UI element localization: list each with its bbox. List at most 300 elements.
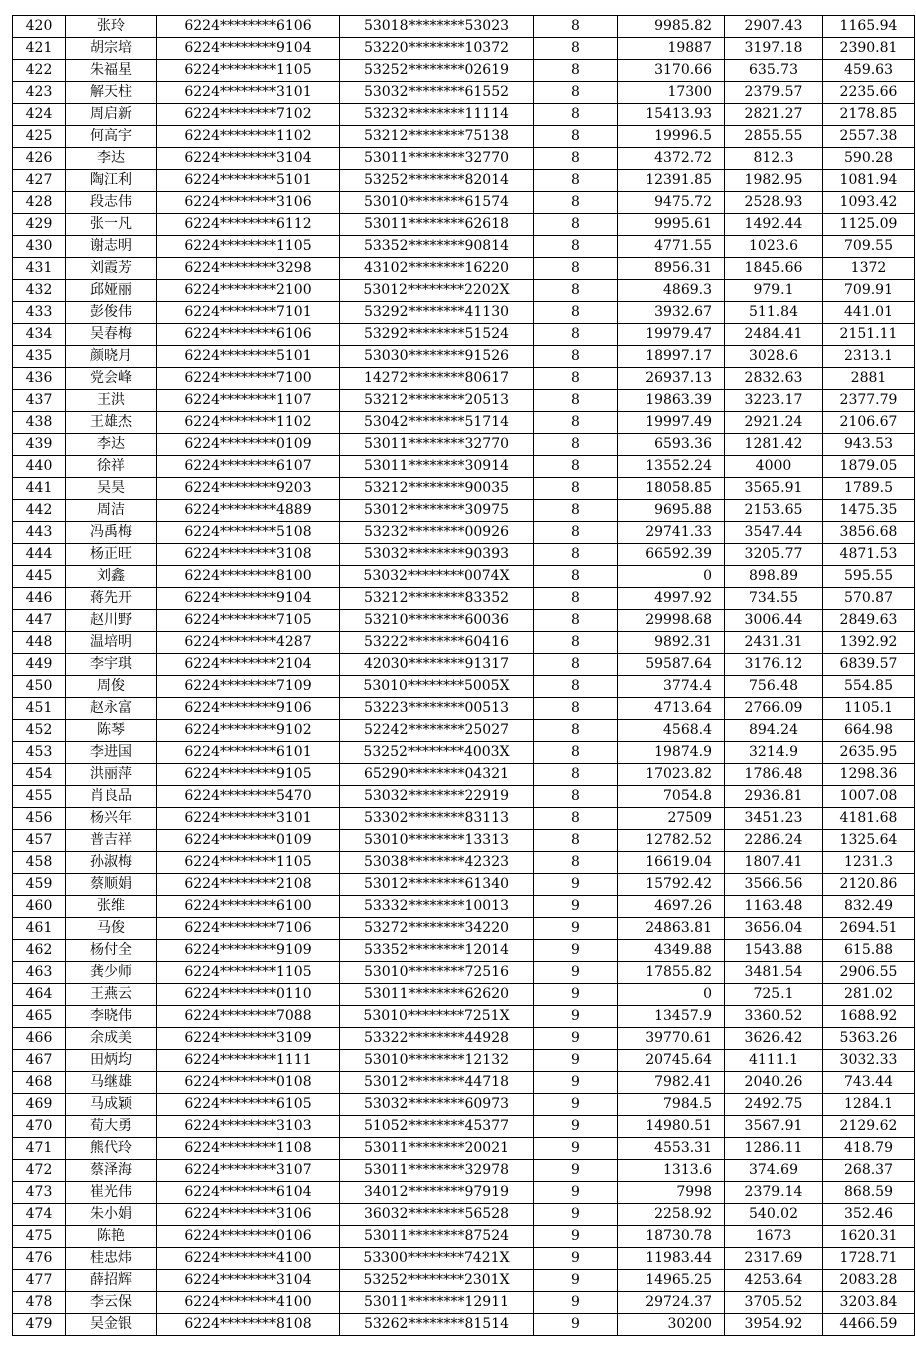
- cell-amount-a: 16619.04: [618, 852, 725, 874]
- table-row: [13, 566, 915, 588]
- cell-amount-c: 1284.1: [823, 1094, 915, 1116]
- cell-row-index: 421: [13, 38, 66, 60]
- cell-row-index: 442: [13, 500, 66, 522]
- cell-amount-a: 9892.31: [618, 632, 725, 654]
- cell-row-index: 428: [13, 192, 66, 214]
- cell-amount-c: 2849.63: [823, 610, 915, 632]
- cell-period: 8: [534, 456, 618, 478]
- cell-row-index: 449: [13, 654, 66, 676]
- cell-id-number: 53302********83113: [340, 808, 534, 830]
- cell-period: 8: [534, 258, 618, 280]
- cell-amount-b: 2907.43: [725, 16, 823, 38]
- cell-row-index: 468: [13, 1072, 66, 1094]
- cell-period: 8: [534, 302, 618, 324]
- cell-amount-c: 1475.35: [823, 500, 915, 522]
- cell-row-index: 440: [13, 456, 66, 478]
- cell-id-number: 53322********44928: [340, 1028, 534, 1050]
- cell-id-number: 42030********91317: [340, 654, 534, 676]
- cell-period: 8: [534, 478, 618, 500]
- table-row: [13, 412, 915, 434]
- table-row: [13, 808, 915, 830]
- cell-amount-a: 7054.8: [618, 786, 725, 808]
- cell-amount-a: 1313.6: [618, 1160, 725, 1182]
- cell-amount-a: 26937.13: [618, 368, 725, 390]
- cell-id-number: 53012********61340: [340, 874, 534, 896]
- cell-row-index: 461: [13, 918, 66, 940]
- cell-period: 8: [534, 82, 618, 104]
- cell-bank-card: 6224********1102: [157, 412, 340, 434]
- cell-amount-a: 19887: [618, 38, 725, 60]
- table-row: [13, 610, 915, 632]
- cell-id-number: 53011********87524: [340, 1226, 534, 1248]
- cell-amount-a: 13457.9: [618, 1006, 725, 1028]
- cell-period: 8: [534, 610, 618, 632]
- cell-id-number: 53032********22919: [340, 786, 534, 808]
- table-body: [13, 16, 915, 1336]
- table-row: [13, 544, 915, 566]
- cell-id-number: 53011********32770: [340, 434, 534, 456]
- cell-name: 李云保: [66, 1292, 157, 1314]
- cell-name: 余成美: [66, 1028, 157, 1050]
- cell-period: 8: [534, 566, 618, 588]
- cell-row-index: 437: [13, 390, 66, 412]
- cell-name: 李达: [66, 148, 157, 170]
- cell-row-index: 467: [13, 1050, 66, 1072]
- cell-amount-c: 1879.05: [823, 456, 915, 478]
- cell-bank-card: 6224********3101: [157, 808, 340, 830]
- cell-bank-card: 6224********7101: [157, 302, 340, 324]
- cell-period: 8: [534, 676, 618, 698]
- cell-amount-c: 1165.94: [823, 16, 915, 38]
- cell-name: 蔡泽海: [66, 1160, 157, 1182]
- table-row: [13, 962, 915, 984]
- cell-name: 段志伟: [66, 192, 157, 214]
- cell-bank-card: 6224********1105: [157, 236, 340, 258]
- cell-row-index: 436: [13, 368, 66, 390]
- cell-amount-a: 17855.82: [618, 962, 725, 984]
- cell-row-index: 459: [13, 874, 66, 896]
- cell-period: 8: [534, 16, 618, 38]
- cell-amount-a: 29998.68: [618, 610, 725, 632]
- cell-amount-c: 1007.08: [823, 786, 915, 808]
- cell-amount-a: 17023.82: [618, 764, 725, 786]
- cell-name: 王洪: [66, 390, 157, 412]
- cell-id-number: 53032********61552: [340, 82, 534, 104]
- table-row: [13, 1160, 915, 1182]
- cell-amount-b: 3223.17: [725, 390, 823, 412]
- cell-id-number: 53011********32770: [340, 148, 534, 170]
- cell-row-index: 431: [13, 258, 66, 280]
- cell-amount-b: 1163.48: [725, 896, 823, 918]
- cell-amount-a: 6593.36: [618, 434, 725, 456]
- cell-id-number: 53222********60416: [340, 632, 534, 654]
- cell-period: 9: [534, 1050, 618, 1072]
- cell-bank-card: 6224********6112: [157, 214, 340, 236]
- cell-amount-c: 570.87: [823, 588, 915, 610]
- cell-amount-b: 3214.9: [725, 742, 823, 764]
- cell-id-number: 53012********2202X: [340, 280, 534, 302]
- cell-id-number: 53032********90393: [340, 544, 534, 566]
- cell-id-number: 53210********60036: [340, 610, 534, 632]
- cell-amount-b: 4000: [725, 456, 823, 478]
- cell-amount-b: 3481.54: [725, 962, 823, 984]
- cell-amount-b: 4111.1: [725, 1050, 823, 1072]
- table-row: [13, 456, 915, 478]
- cell-bank-card: 6224********1105: [157, 60, 340, 82]
- cell-amount-c: 2906.55: [823, 962, 915, 984]
- cell-amount-b: 2379.57: [725, 82, 823, 104]
- table-row: [13, 302, 915, 324]
- cell-amount-a: 17300: [618, 82, 725, 104]
- cell-row-index: 455: [13, 786, 66, 808]
- cell-amount-b: 3176.12: [725, 654, 823, 676]
- cell-amount-b: 979.1: [725, 280, 823, 302]
- cell-amount-c: 2235.66: [823, 82, 915, 104]
- cell-name: 王雄杰: [66, 412, 157, 434]
- cell-row-index: 478: [13, 1292, 66, 1314]
- cell-name: 孙淑梅: [66, 852, 157, 874]
- cell-row-index: 473: [13, 1182, 66, 1204]
- table-row: [13, 434, 915, 456]
- cell-row-index: 472: [13, 1160, 66, 1182]
- cell-amount-c: 3203.84: [823, 1292, 915, 1314]
- cell-amount-c: 2106.67: [823, 412, 915, 434]
- cell-id-number: 53011********20021: [340, 1138, 534, 1160]
- cell-period: 9: [534, 1248, 618, 1270]
- cell-id-number: 53220********10372: [340, 38, 534, 60]
- cell-period: 8: [534, 280, 618, 302]
- cell-id-number: 53010********72516: [340, 962, 534, 984]
- cell-id-number: 53212********20513: [340, 390, 534, 412]
- cell-id-number: 53232********00926: [340, 522, 534, 544]
- cell-period: 9: [534, 1138, 618, 1160]
- cell-amount-b: 756.48: [725, 676, 823, 698]
- cell-period: 8: [534, 368, 618, 390]
- cell-period: 9: [534, 1204, 618, 1226]
- cell-row-index: 453: [13, 742, 66, 764]
- cell-amount-b: 4253.64: [725, 1270, 823, 1292]
- cell-name: 崔光伟: [66, 1182, 157, 1204]
- cell-row-index: 427: [13, 170, 66, 192]
- cell-bank-card: 6224********5108: [157, 522, 340, 544]
- cell-row-index: 470: [13, 1116, 66, 1138]
- cell-amount-b: 3028.6: [725, 346, 823, 368]
- cell-bank-card: 6224********0106: [157, 1226, 340, 1248]
- cell-row-index: 446: [13, 588, 66, 610]
- cell-id-number: 53011********12911: [340, 1292, 534, 1314]
- cell-period: 8: [534, 764, 618, 786]
- cell-amount-a: 39770.61: [618, 1028, 725, 1050]
- cell-row-index: 460: [13, 896, 66, 918]
- cell-name: 温培明: [66, 632, 157, 654]
- cell-id-number: 53212********83352: [340, 588, 534, 610]
- cell-name: 龚少师: [66, 962, 157, 984]
- cell-amount-c: 2557.38: [823, 126, 915, 148]
- cell-period: 9: [534, 1314, 618, 1336]
- cell-id-number: 53011********62618: [340, 214, 534, 236]
- cell-amount-c: 832.49: [823, 896, 915, 918]
- cell-name: 周俊: [66, 676, 157, 698]
- table-row: [13, 1116, 915, 1138]
- cell-amount-b: 3360.52: [725, 1006, 823, 1028]
- cell-amount-b: 1982.95: [725, 170, 823, 192]
- cell-amount-b: 2528.93: [725, 192, 823, 214]
- table-row: [13, 82, 915, 104]
- cell-period: 8: [534, 720, 618, 742]
- cell-amount-c: 459.63: [823, 60, 915, 82]
- cell-amount-c: 868.59: [823, 1182, 915, 1204]
- cell-amount-b: 734.55: [725, 588, 823, 610]
- cell-amount-b: 2317.69: [725, 1248, 823, 1270]
- cell-name: 洪丽萍: [66, 764, 157, 786]
- cell-amount-c: 3032.33: [823, 1050, 915, 1072]
- data-table: [12, 15, 915, 1336]
- cell-name: 田炳均: [66, 1050, 157, 1072]
- cell-name: 彭俊伟: [66, 302, 157, 324]
- cell-amount-a: 8956.31: [618, 258, 725, 280]
- cell-amount-b: 2936.81: [725, 786, 823, 808]
- cell-amount-a: 19997.49: [618, 412, 725, 434]
- cell-period: 8: [534, 698, 618, 720]
- cell-bank-card: 6224********4889: [157, 500, 340, 522]
- table-row: [13, 258, 915, 280]
- cell-amount-a: 66592.39: [618, 544, 725, 566]
- cell-period: 9: [534, 1270, 618, 1292]
- cell-id-number: 53223********00513: [340, 698, 534, 720]
- cell-name: 杨正旺: [66, 544, 157, 566]
- cell-amount-a: 2258.92: [618, 1204, 725, 1226]
- cell-bank-card: 6224********0109: [157, 830, 340, 852]
- cell-bank-card: 6224********1105: [157, 852, 340, 874]
- cell-name: 杨兴年: [66, 808, 157, 830]
- cell-period: 9: [534, 918, 618, 940]
- cell-period: 9: [534, 1072, 618, 1094]
- cell-amount-b: 2921.24: [725, 412, 823, 434]
- cell-name: 李进国: [66, 742, 157, 764]
- cell-row-index: 423: [13, 82, 66, 104]
- cell-name: 蔡顺娟: [66, 874, 157, 896]
- cell-amount-c: 6839.57: [823, 654, 915, 676]
- table-row: [13, 522, 915, 544]
- cell-amount-c: 615.88: [823, 940, 915, 962]
- table-row: [13, 214, 915, 236]
- cell-bank-card: 6224********6105: [157, 1094, 340, 1116]
- cell-amount-a: 4713.64: [618, 698, 725, 720]
- cell-amount-a: 14965.25: [618, 1270, 725, 1292]
- cell-amount-a: 19996.5: [618, 126, 725, 148]
- cell-amount-c: 418.79: [823, 1138, 915, 1160]
- cell-amount-a: 4372.72: [618, 148, 725, 170]
- cell-row-index: 458: [13, 852, 66, 874]
- cell-amount-a: 9695.88: [618, 500, 725, 522]
- cell-id-number: 53352********90814: [340, 236, 534, 258]
- cell-amount-b: 3566.56: [725, 874, 823, 896]
- cell-bank-card: 6224********3106: [157, 1204, 340, 1226]
- cell-name: 赵川野: [66, 610, 157, 632]
- cell-row-index: 426: [13, 148, 66, 170]
- cell-amount-b: 2431.31: [725, 632, 823, 654]
- cell-bank-card: 6224********3298: [157, 258, 340, 280]
- cell-bank-card: 6224********7088: [157, 1006, 340, 1028]
- cell-id-number: 53232********11114: [340, 104, 534, 126]
- table-row: [13, 852, 915, 874]
- cell-amount-b: 3565.91: [725, 478, 823, 500]
- cell-id-number: 65290********04321: [340, 764, 534, 786]
- cell-amount-b: 1023.6: [725, 236, 823, 258]
- cell-amount-c: 2129.62: [823, 1116, 915, 1138]
- table-row: [13, 1028, 915, 1050]
- table-row: [13, 390, 915, 412]
- cell-amount-c: 709.55: [823, 236, 915, 258]
- cell-id-number: 53010********61574: [340, 192, 534, 214]
- cell-period: 8: [534, 324, 618, 346]
- cell-id-number: 53252********82014: [340, 170, 534, 192]
- cell-amount-b: 2821.27: [725, 104, 823, 126]
- cell-period: 8: [534, 830, 618, 852]
- cell-bank-card: 6224********8100: [157, 566, 340, 588]
- cell-amount-a: 18997.17: [618, 346, 725, 368]
- cell-bank-card: 6224********7109: [157, 676, 340, 698]
- cell-amount-c: 943.53: [823, 434, 915, 456]
- cell-row-index: 433: [13, 302, 66, 324]
- cell-id-number: 53212********75138: [340, 126, 534, 148]
- cell-amount-c: 3856.68: [823, 522, 915, 544]
- cell-amount-b: 1281.42: [725, 434, 823, 456]
- cell-row-index: 441: [13, 478, 66, 500]
- cell-amount-a: 7982.41: [618, 1072, 725, 1094]
- cell-amount-a: 19979.47: [618, 324, 725, 346]
- cell-name: 张一凡: [66, 214, 157, 236]
- cell-row-index: 439: [13, 434, 66, 456]
- cell-amount-c: 2390.81: [823, 38, 915, 60]
- cell-amount-a: 4697.26: [618, 896, 725, 918]
- cell-amount-a: 19874.9: [618, 742, 725, 764]
- cell-id-number: 53032********0074X: [340, 566, 534, 588]
- table-row: [13, 1138, 915, 1160]
- cell-bank-card: 6224********2108: [157, 874, 340, 896]
- table-row: [13, 1314, 915, 1336]
- cell-period: 8: [534, 60, 618, 82]
- table-row: [13, 38, 915, 60]
- cell-amount-b: 635.73: [725, 60, 823, 82]
- cell-period: 9: [534, 1182, 618, 1204]
- cell-row-index: 463: [13, 962, 66, 984]
- cell-amount-c: 1372: [823, 258, 915, 280]
- cell-id-number: 53032********60973: [340, 1094, 534, 1116]
- cell-name: 邱娅丽: [66, 280, 157, 302]
- cell-bank-card: 6224********1105: [157, 962, 340, 984]
- cell-amount-a: 20745.64: [618, 1050, 725, 1072]
- cell-period: 8: [534, 786, 618, 808]
- cell-name: 颜晓月: [66, 346, 157, 368]
- table-row: [13, 654, 915, 676]
- cell-row-index: 476: [13, 1248, 66, 1270]
- table-row: [13, 280, 915, 302]
- cell-period: 9: [534, 962, 618, 984]
- cell-amount-a: 29741.33: [618, 522, 725, 544]
- cell-bank-card: 6224********9106: [157, 698, 340, 720]
- table-row: [13, 1050, 915, 1072]
- cell-bank-card: 6224********6100: [157, 896, 340, 918]
- cell-amount-a: 7984.5: [618, 1094, 725, 1116]
- cell-name: 王燕云: [66, 984, 157, 1006]
- table-row: [13, 60, 915, 82]
- cell-amount-a: 3774.4: [618, 676, 725, 698]
- cell-amount-c: 554.85: [823, 676, 915, 698]
- cell-amount-c: 2178.85: [823, 104, 915, 126]
- cell-name: 马俊: [66, 918, 157, 940]
- table-row: [13, 918, 915, 940]
- cell-bank-card: 6224********5101: [157, 346, 340, 368]
- cell-id-number: 53010********13313: [340, 830, 534, 852]
- cell-id-number: 51052********45377: [340, 1116, 534, 1138]
- cell-name: 张维: [66, 896, 157, 918]
- cell-amount-b: 3705.52: [725, 1292, 823, 1314]
- cell-amount-c: 2120.86: [823, 874, 915, 896]
- cell-amount-a: 0: [618, 984, 725, 1006]
- cell-name: 陈琴: [66, 720, 157, 742]
- cell-amount-a: 7998: [618, 1182, 725, 1204]
- cell-name: 普吉祥: [66, 830, 157, 852]
- cell-name: 周启新: [66, 104, 157, 126]
- cell-row-index: 454: [13, 764, 66, 786]
- cell-row-index: 466: [13, 1028, 66, 1050]
- cell-bank-card: 6224********4100: [157, 1292, 340, 1314]
- cell-amount-a: 9995.61: [618, 214, 725, 236]
- cell-amount-b: 1786.48: [725, 764, 823, 786]
- cell-row-index: 435: [13, 346, 66, 368]
- table-row: [13, 676, 915, 698]
- cell-amount-b: 3205.77: [725, 544, 823, 566]
- cell-period: 8: [534, 852, 618, 874]
- cell-amount-b: 2855.55: [725, 126, 823, 148]
- cell-amount-c: 2694.51: [823, 918, 915, 940]
- cell-period: 8: [534, 104, 618, 126]
- cell-bank-card: 6224********1107: [157, 390, 340, 412]
- cell-amount-c: 1125.09: [823, 214, 915, 236]
- table-row: [13, 1248, 915, 1270]
- cell-id-number: 52242********25027: [340, 720, 534, 742]
- table-row: [13, 1270, 915, 1292]
- table-row: [13, 1094, 915, 1116]
- cell-amount-c: 2881: [823, 368, 915, 390]
- cell-period: 8: [534, 500, 618, 522]
- cell-name: 吴金银: [66, 1314, 157, 1336]
- cell-amount-b: 812.3: [725, 148, 823, 170]
- cell-amount-c: 441.01: [823, 302, 915, 324]
- cell-name: 马继雄: [66, 1072, 157, 1094]
- cell-amount-b: 3197.18: [725, 38, 823, 60]
- cell-row-index: 469: [13, 1094, 66, 1116]
- cell-row-index: 447: [13, 610, 66, 632]
- cell-name: 何高宇: [66, 126, 157, 148]
- cell-amount-b: 3626.42: [725, 1028, 823, 1050]
- table-row: [13, 1226, 915, 1248]
- cell-amount-b: 2766.09: [725, 698, 823, 720]
- cell-bank-card: 6224********0109: [157, 434, 340, 456]
- cell-name: 蒋先开: [66, 588, 157, 610]
- cell-amount-b: 1807.41: [725, 852, 823, 874]
- cell-period: 8: [534, 434, 618, 456]
- cell-bank-card: 6224********2104: [157, 654, 340, 676]
- cell-name: 吴春梅: [66, 324, 157, 346]
- table-row: [13, 192, 915, 214]
- table-row: [13, 632, 915, 654]
- cell-id-number: 53332********10013: [340, 896, 534, 918]
- table-row: [13, 830, 915, 852]
- cell-id-number: 53010********7251X: [340, 1006, 534, 1028]
- cell-bank-card: 6224********4100: [157, 1248, 340, 1270]
